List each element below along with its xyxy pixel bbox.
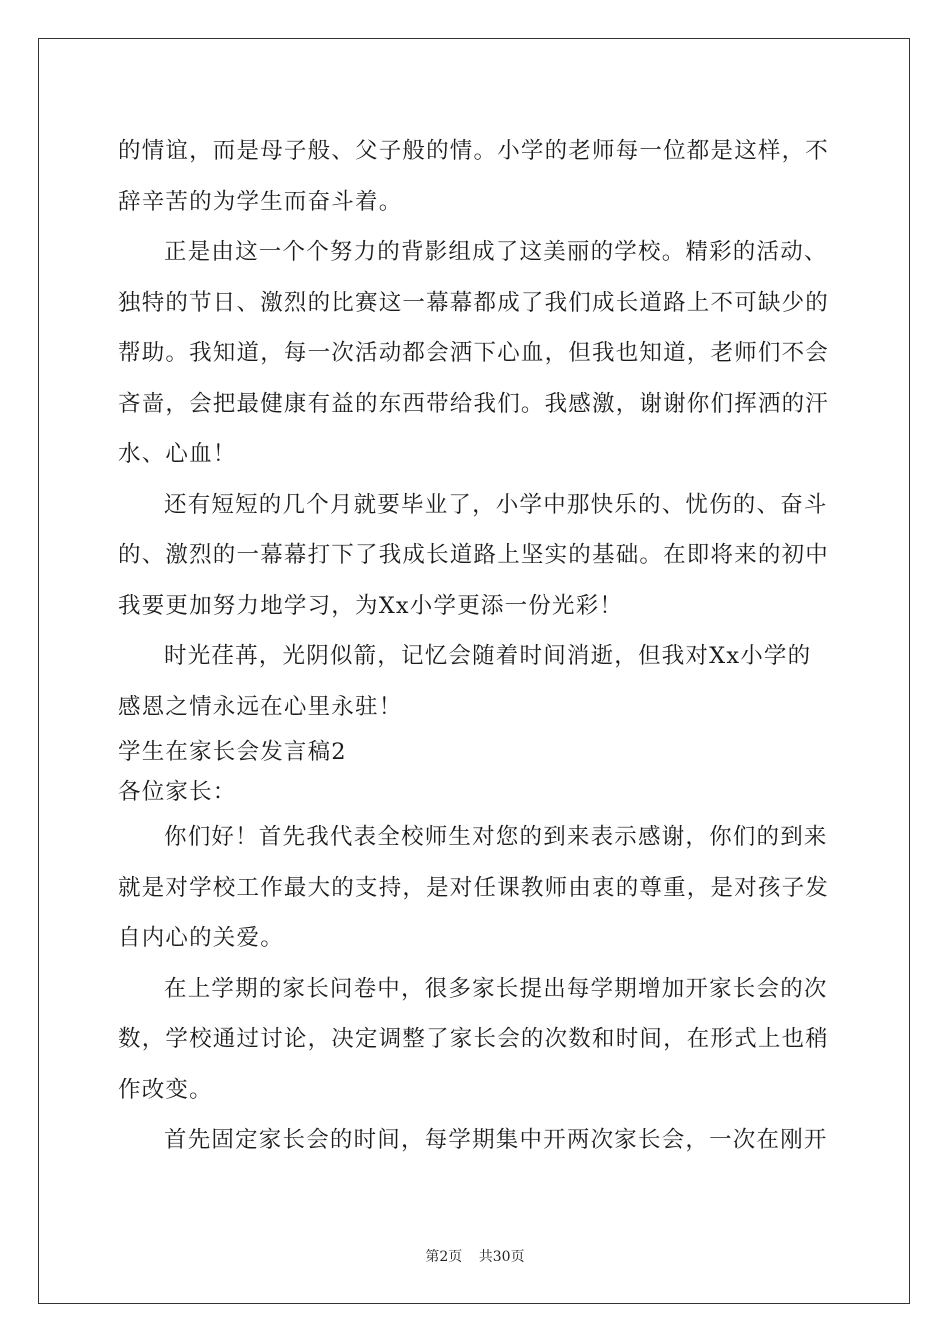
text-line: 感恩之情永远在心里永驻！ bbox=[118, 693, 403, 720]
text-line: 的情谊，而是母子般、父子般的情。小学的老师每一位都是这样，不 bbox=[118, 138, 830, 164]
text-line: 自内心的关爱。 bbox=[118, 925, 284, 951]
salutation: 各位家长： bbox=[118, 779, 237, 805]
text-line: 我要更加努力地学习，为Xx小学更添一份光彩！ bbox=[118, 592, 624, 619]
page-footer bbox=[0, 1246, 950, 1266]
page-total: 共30页 bbox=[478, 1249, 525, 1265]
text-line: 水、心血！ bbox=[118, 441, 237, 467]
paragraph-start: 你们好！首先我代表全校师生对您的到来表示感谢，你们的到来 bbox=[164, 824, 828, 850]
paragraph-start: 还有短短的几个月就要毕业了，小学中那快乐的、忧伤的、奋斗 bbox=[164, 491, 828, 518]
text-line: 独特的节日、激烈的比赛这一幕幕都成了我们成长道路上不可缺少的 bbox=[118, 289, 830, 316]
text-line: 数，学校通过讨论，决定调整了家长会的次数和时间，在形式上也稍 bbox=[118, 1026, 830, 1052]
text-line: 辞辛苦的为学生而奋斗着。 bbox=[118, 188, 403, 215]
paragraph-start: 时光荏苒，光阴似箭，记忆会随着时间消逝，但我对Xx小学的 bbox=[164, 643, 812, 669]
text-line: 的、激烈的一幕幕打下了我成长道路上坚实的基础。在即将来的初中 bbox=[118, 542, 830, 568]
text-line: 帮助。我知道，每一次活动都会洒下心血，但我也知道，老师们不会 bbox=[118, 340, 830, 366]
page-number: 第2页 bbox=[425, 1249, 463, 1265]
document-body bbox=[118, 126, 834, 1166]
paragraph-start: 正是由这一个个努力的背影组成了这美丽的学校。精彩的活动、 bbox=[164, 239, 828, 265]
text-line: 吝啬，会把最健康有益的东西带给我们。我感激，谢谢你们挥洒的汗 bbox=[118, 390, 830, 417]
text-line: 就是对学校工作最大的支持，是对任课教师由衷的尊重，是对孩子发 bbox=[118, 874, 830, 901]
paragraph-start: 在上学期的家长问卷中，很多家长提出每学期增加开家长会的次 bbox=[164, 975, 828, 1002]
text-line: 作改变。 bbox=[118, 1076, 213, 1103]
section-title: 学生在家长会发言稿2 bbox=[118, 739, 347, 765]
paragraph-start: 首先固定家长会的时间，每学期集中开两次家长会，一次在刚开 bbox=[164, 1127, 828, 1153]
